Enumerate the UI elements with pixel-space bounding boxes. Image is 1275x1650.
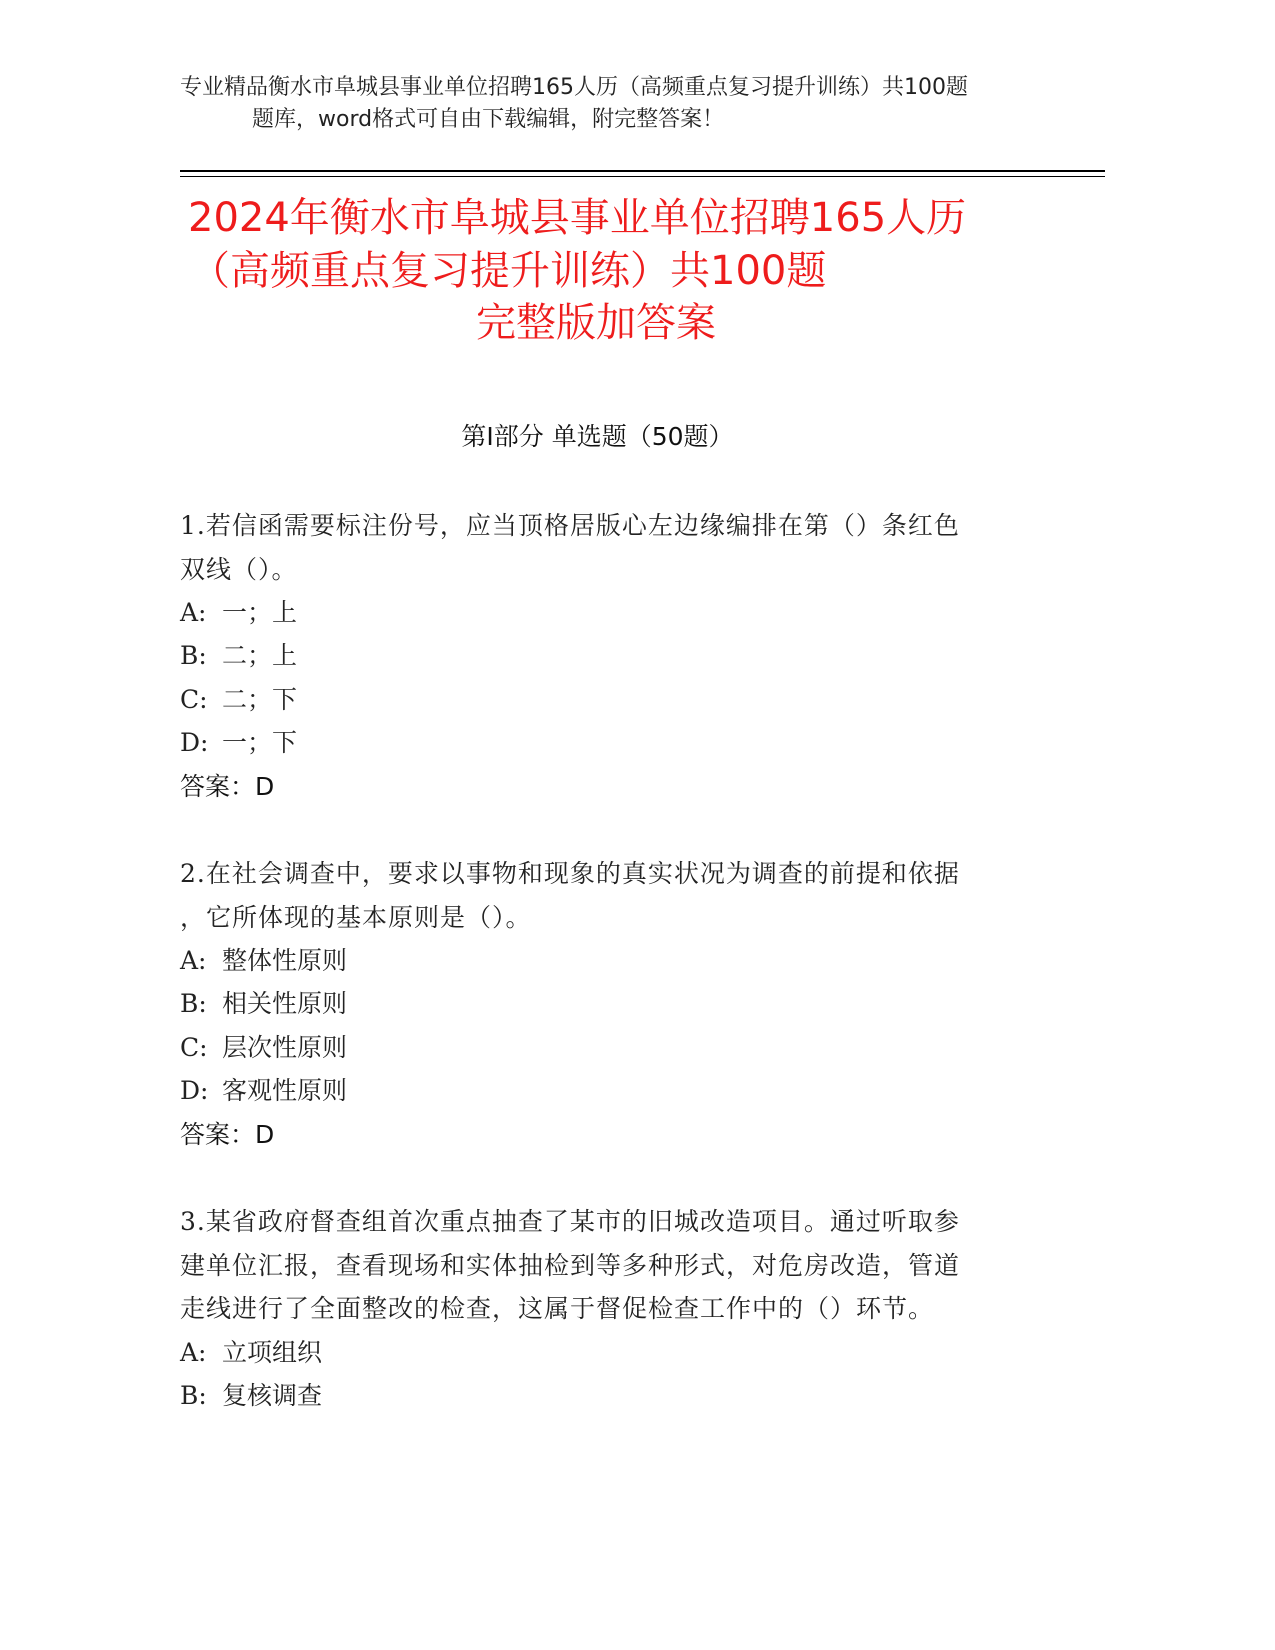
option-label: C: [180, 685, 208, 714]
option-text: 二；下 [222, 685, 298, 714]
section-heading: 第I部分 单选题（50题） [461, 422, 734, 451]
option-text: 复核调查 [222, 1381, 323, 1410]
option-label: B: [180, 1381, 207, 1410]
question-1-line-2: 双线（）。 [180, 555, 298, 584]
question-2-line-2: ，它所体现的基本原则是（）。 [180, 903, 532, 932]
option-text: 二；上 [222, 641, 298, 670]
option-label: D: [180, 728, 209, 757]
option-text: 一；上 [222, 598, 298, 627]
option-text: 客观性原则 [222, 1076, 348, 1105]
option-label: A: [180, 598, 207, 627]
question-1-option-b [180, 634, 297, 678]
option-label: A: [180, 1338, 207, 1367]
header-line-2: 题库，word格式可自由下载编辑，附完整答案！ [252, 107, 725, 132]
header-rule-thin [180, 176, 1105, 177]
question-2-option-a [180, 939, 347, 983]
question-3-line-1: 3.某省政府督查组首次重点抽查了某市的旧城改造项目。通过听取参 [180, 1207, 960, 1236]
option-label: D: [180, 1076, 209, 1105]
option-label: B: [180, 989, 207, 1018]
option-label: A: [180, 946, 207, 975]
option-text: 层次性原则 [222, 1033, 348, 1062]
question-1-option-a [180, 591, 297, 635]
question-2-line-1: 2.在社会调查中，要求以事物和现象的真实状况为调查的前提和依据 [180, 859, 960, 888]
question-3-line-3: 走线进行了全面整改的检查，这属于督促检查工作中的（）环节。 [180, 1294, 935, 1323]
question-2-option-d [180, 1069, 347, 1113]
title-line-2: （高频重点复习提升训练）共100题 [190, 248, 827, 294]
question-1-answer: 答案：D [180, 772, 275, 801]
question-2-answer: 答案：D [180, 1120, 275, 1149]
question-1-option-c [180, 678, 297, 722]
header-rule-thick [180, 170, 1105, 172]
option-text: 相关性原则 [222, 989, 348, 1018]
title-line-1: 2024年衡水市阜城县事业单位招聘165人历 [188, 195, 967, 241]
question-2-option-b [180, 982, 347, 1026]
title-line-3: 完整版加答案 [476, 300, 716, 346]
question-3-option-a [180, 1331, 322, 1375]
header-line-1: 专业精品衡水市阜城县事业单位招聘165人历（高频重点复习提升训练）共100题 [180, 75, 968, 100]
option-text: 整体性原则 [222, 946, 348, 975]
question-3-line-2: 建单位汇报，查看现场和实体抽检到等多种形式，对危房改造，管道 [180, 1251, 961, 1280]
question-1-line-1: 1.若信函需要标注份号，应当顶格居版心左边缘编排在第（）条红色 [180, 511, 960, 540]
option-text: 立项组织 [222, 1338, 323, 1367]
option-label: B: [180, 641, 207, 670]
option-text: 一；下 [222, 728, 298, 757]
question-3-option-b [180, 1374, 322, 1418]
question-2-option-c [180, 1026, 347, 1070]
question-1-option-d [180, 721, 297, 765]
option-label: C: [180, 1033, 208, 1062]
